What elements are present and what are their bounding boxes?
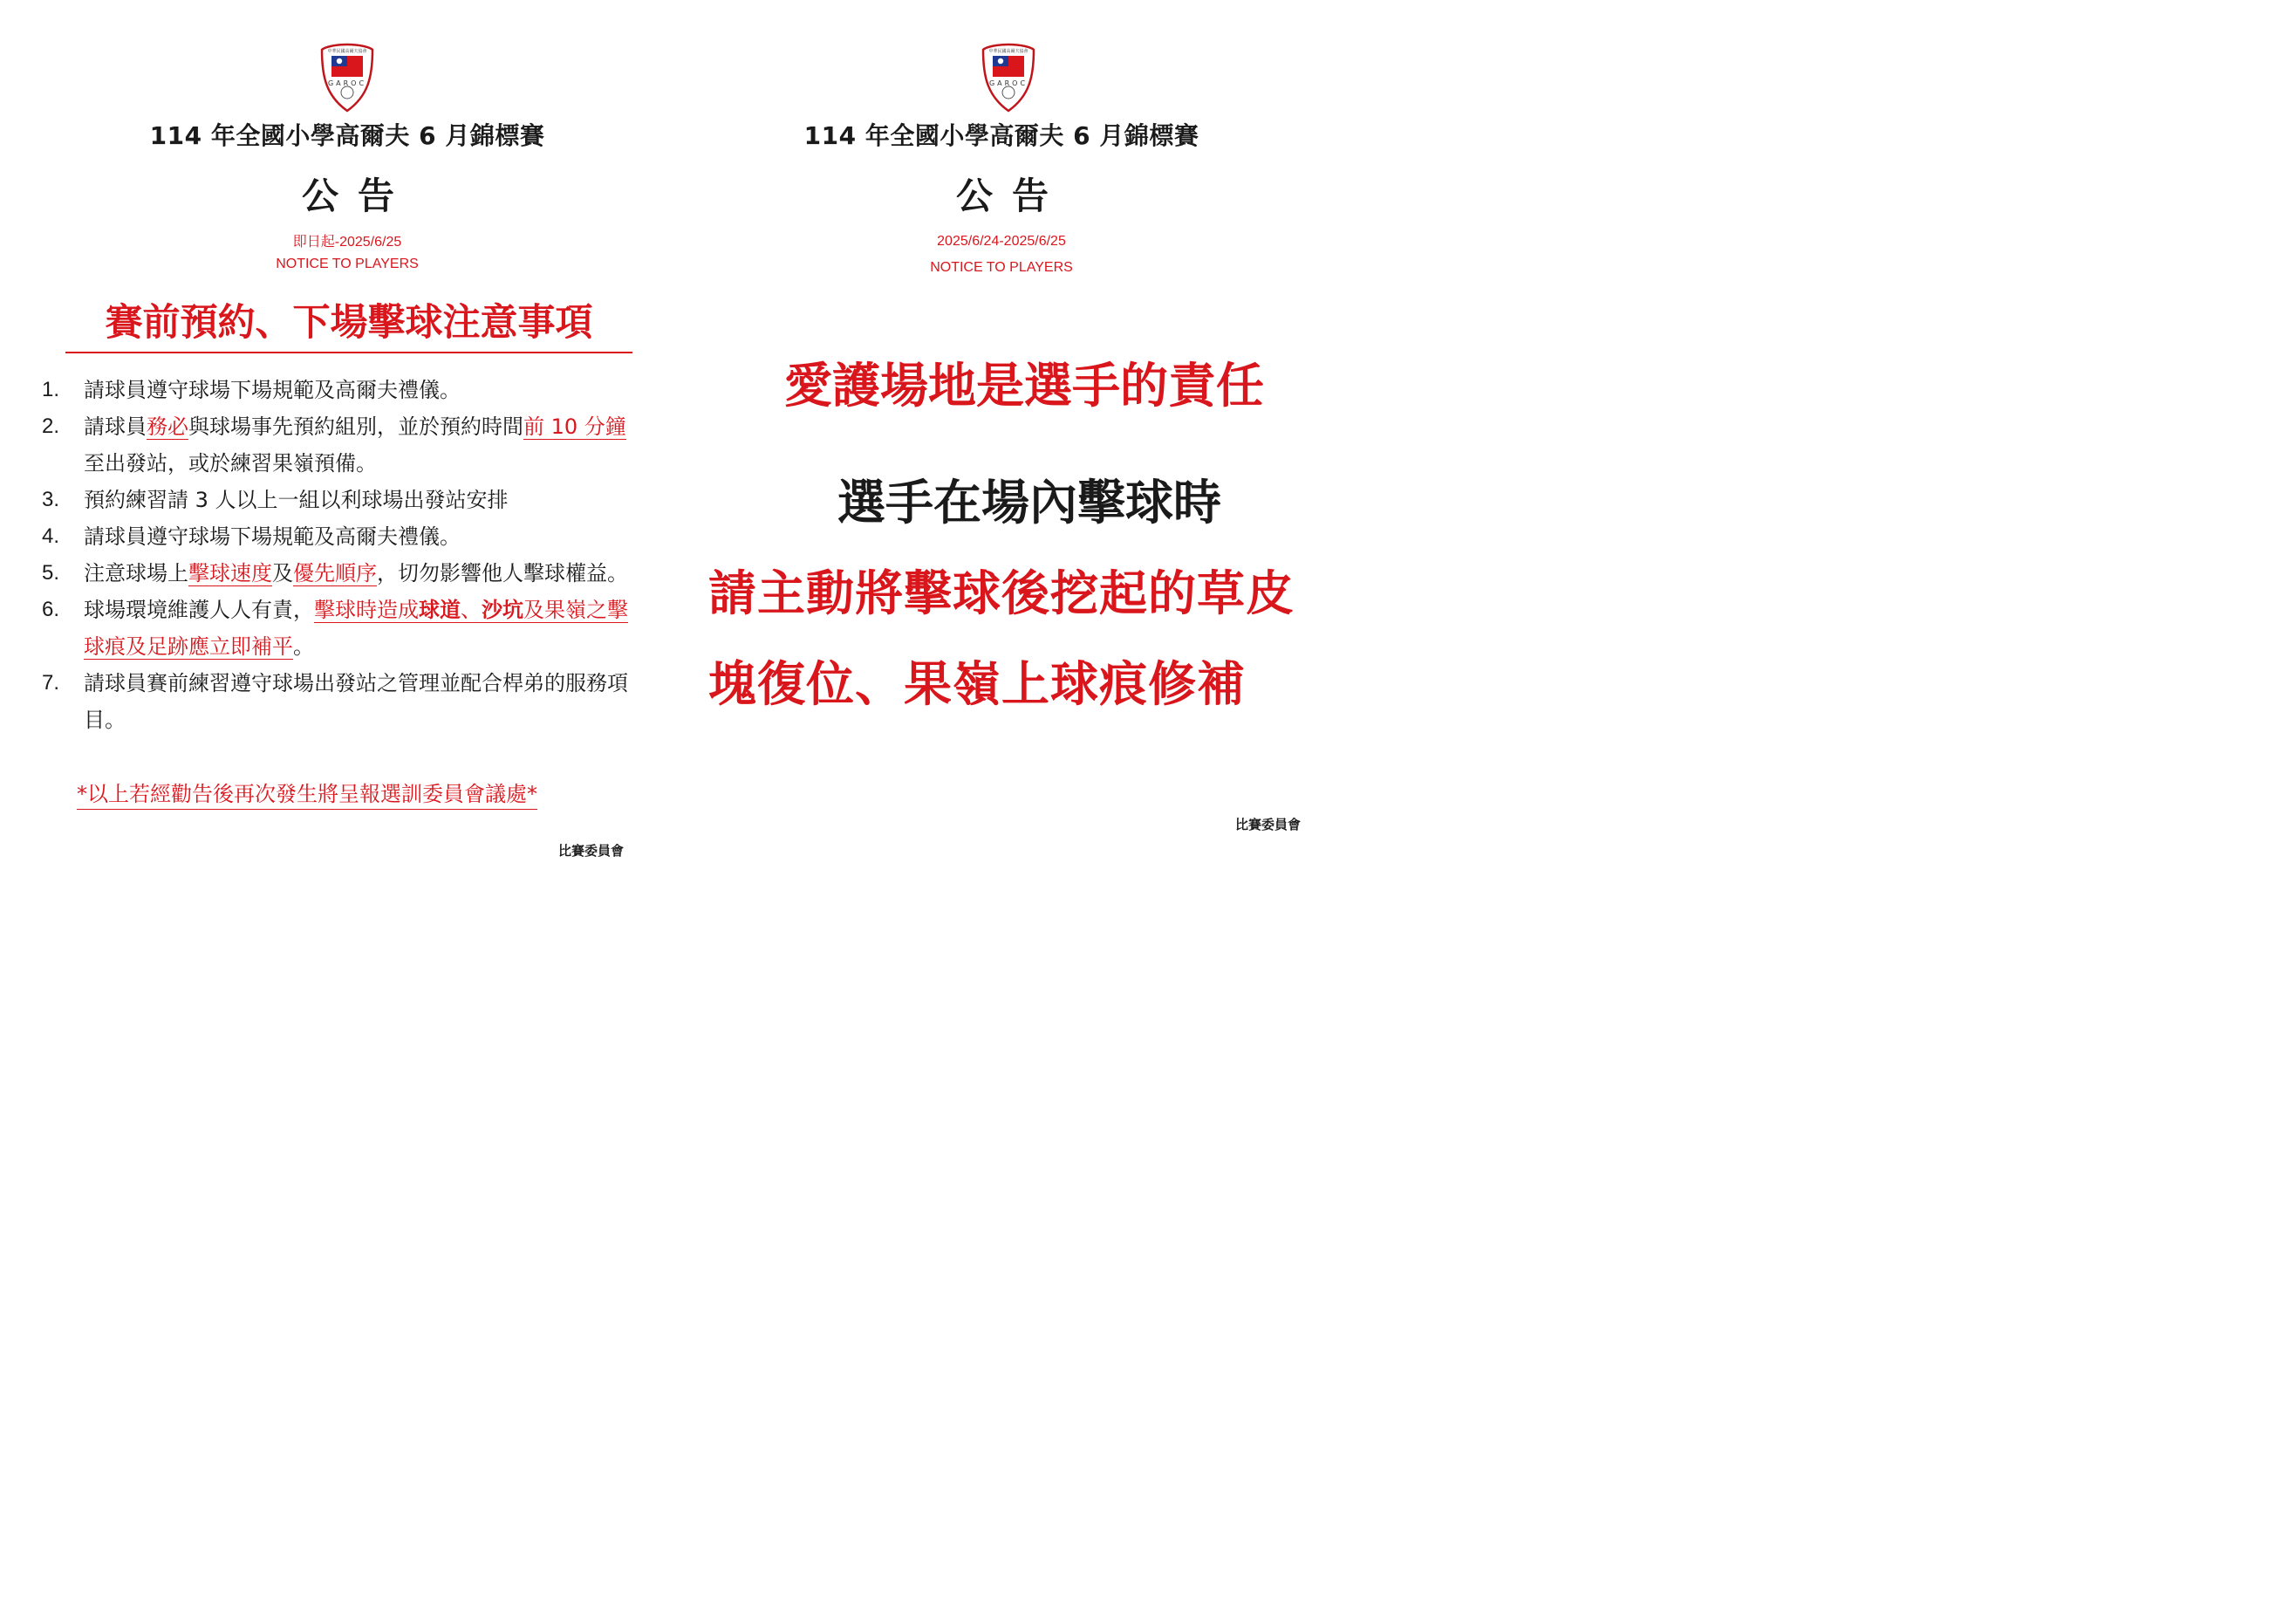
rule-number: 5.: [42, 561, 60, 585]
rule-emphasis: 擊球速度: [188, 561, 272, 585]
rule-item: [42, 372, 644, 408]
rule-text: ，切勿影響他人擊球權益。: [377, 561, 628, 585]
signature: 比賽委員會: [558, 843, 625, 859]
rule-emphasis-text: 、: [461, 598, 482, 622]
rule-item: [42, 665, 644, 738]
warning-note: *以上若經勸告後再次發生將呈報選訓委員會議處*: [77, 777, 537, 810]
rule-text: 預約練習請 3 人以上一組以利球場出發站安排: [84, 488, 509, 512]
rule-number: 3.: [42, 488, 60, 511]
rule-item: [42, 592, 644, 665]
rule-emphasis-bold: 球道: [419, 598, 461, 622]
rule-number: 4.: [42, 524, 60, 548]
rule-text: 請球員遵守球場下場規範及高爾夫禮儀。: [84, 378, 461, 402]
main-heading: 賽前預約、下場擊球注意事項: [65, 293, 632, 353]
svg-text:中華民國高爾夫協會: 中華民國高爾夫協會: [988, 49, 1028, 54]
event-title: 114 年全國小學高爾夫 6 月錦標賽: [803, 121, 1199, 150]
date-range: 2025/6/24-2025/6/25: [937, 234, 1066, 249]
rule-text: 請球員賽前練習遵守球場出發站之管理並配合桿弟的服務項目。: [84, 671, 628, 732]
rule-text: 請球員遵守球場下場規範及高爾夫禮儀。: [84, 524, 461, 549]
notice-heading: 公告: [955, 175, 1068, 217]
left-notice-page: [0, 0, 689, 962]
event-title: 114 年全國小學高爾夫 6 月錦標賽: [149, 121, 545, 150]
signature: 比賽委員會: [1235, 817, 1302, 832]
subhead: 選手在場內擊球時: [837, 475, 1221, 531]
rule-item: [42, 408, 644, 482]
rule-emphasis-text: 擊球時造成: [314, 598, 419, 622]
svg-text:GAROC: GAROC: [327, 79, 367, 87]
rule-emphasis: 前 10 分鐘: [523, 414, 626, 439]
notice-to-players-label: NOTICE TO PLAYERS: [930, 260, 1073, 275]
garoc-emblem-icon: [319, 42, 375, 113]
notice-to-players-label: NOTICE TO PLAYERS: [276, 257, 419, 271]
rule-text: 球場環境維護人人有責，: [84, 598, 314, 622]
rule-emphasis-bold: 沙坑: [482, 598, 523, 622]
rule-item: [42, 518, 644, 555]
rule-emphasis-text: 及果嶺之擊球痕及足跡應立即補平: [84, 598, 628, 659]
date-range: 即日起-2025/6/25: [292, 235, 402, 250]
rule-text: 至出發站，或於練習果嶺預備。: [84, 451, 377, 476]
rule-number: 1.: [42, 378, 60, 401]
rule-text: 請球員: [84, 414, 147, 439]
rule-text: 及: [272, 561, 293, 585]
rule-emphasis: 務必: [147, 414, 188, 439]
rule-item: [42, 482, 644, 518]
rule-text: 。: [293, 634, 314, 659]
notice-heading: 公告: [301, 175, 413, 217]
rule-text: 注意球場上: [84, 561, 188, 585]
rule-text: 與球場事先預約組別，並於預約時間: [188, 414, 523, 439]
right-notice-page: [689, 0, 1368, 962]
svg-text:中華民國高爾夫協會: 中華民國高爾夫協會: [327, 49, 367, 54]
rule-item: [42, 555, 644, 592]
instruction: 請主動將擊球後挖起的草皮塊復位、果嶺上球痕修補: [708, 565, 1295, 712]
rule-number: 6.: [42, 598, 60, 621]
rules-list: [42, 372, 644, 738]
garoc-emblem-icon: [981, 42, 1036, 113]
rule-number: 2.: [42, 414, 60, 438]
rule-number: 7.: [42, 671, 60, 695]
slogan: 愛護場地是選手的責任: [783, 358, 1264, 414]
rule-emphasis: 優先順序: [293, 561, 377, 585]
svg-text:GAROC: GAROC: [988, 79, 1028, 87]
